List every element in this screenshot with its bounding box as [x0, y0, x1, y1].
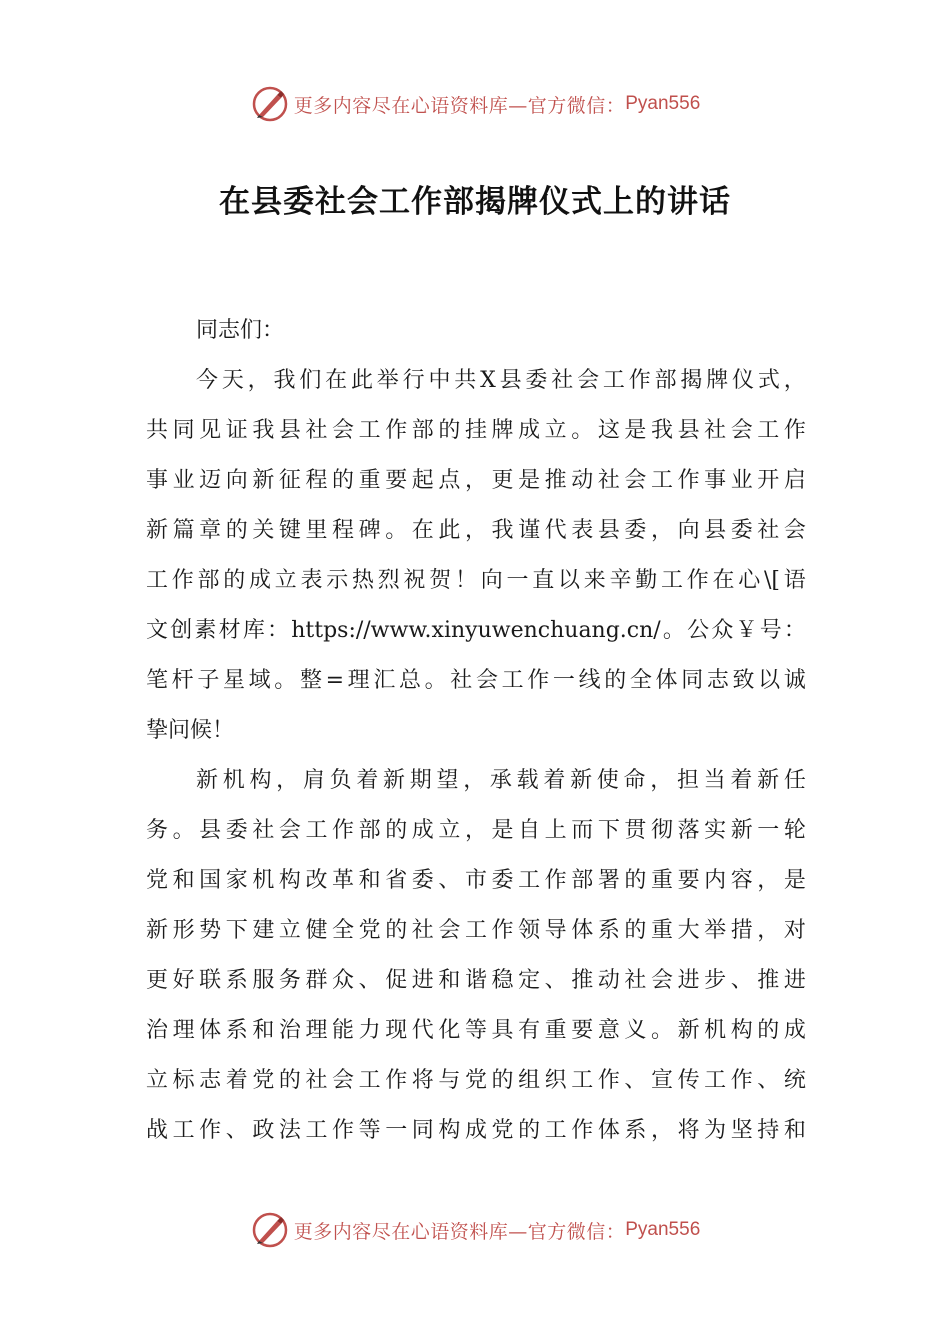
footer-banner [0, 1208, 950, 1252]
body-line: 新 机 构 ， 肩 负 着 新 期 望 ， 承 载 着 新 使 命 ， 担 当 着 新 任 [196, 768, 806, 793]
banner-wechat-id: Pyan556 [625, 93, 701, 114]
body-line: 党 和 国 家 机 构 改 革 和 省 委 、 市 委 工 作 部 署 的 重 要 内 容 ， 是 [146, 868, 806, 893]
pen-logo-icon [250, 1210, 290, 1250]
body-line: 文 创 素 材 库 ： https://www.xinyuwenchuang.cn/ 。 公 众 ￥ 号 ： [146, 618, 806, 643]
body-line: 治 理 体 系 和 治 理 能 力 现 代 化 等 具 有 重 要 意 义 。 新 机 构 的 成 [146, 1018, 806, 1043]
body-line: 共 同 见 证 我 县 社 会 工 作 部 的 挂 牌 成 立 。 这 是 我 县 社 会 工 作 [146, 418, 806, 443]
body-line: 挚问候！ [146, 718, 235, 743]
document-title: 在县委社会工作部揭牌仪式上的讲话 [219, 184, 731, 220]
body-line: 事 业 迈 向 新 征 程 的 重 要 起 点 ， 更 是 推 动 社 会 工 作 事 业 开 启 [146, 468, 806, 493]
body-line: 工 作 部 的 成 立 表 示 热 烈 祝 贺 ！ 向 一 直 以 来 辛 勤 工 作 在 心 \[ 语 [146, 568, 806, 593]
body-line: 同志们： [196, 318, 285, 343]
body-line: 更 好 联 系 服 务 群 众 、 促 进 和 谐 稳 定 、 推 动 社 会 进 步 、 推 进 [146, 968, 806, 993]
body-line: 今 天 ， 我 们 在 此 举 行 中 共 X 县 委 社 会 工 作 部 揭 牌 仪 式 ， [196, 368, 806, 393]
header-banner [0, 82, 950, 126]
body-line: 新 形 势 下 建 立 健 全 党 的 社 会 工 作 领 导 体 系 的 重 大 举 措 ， 对 [146, 918, 806, 943]
banner-text: 更多内容尽在心语资料库—官方微信： [293, 94, 626, 117]
body-line: 务 。 县 委 社 会 工 作 部 的 成 立 ， 是 自 上 而 下 贯 彻 落 实 新 一 轮 [146, 818, 806, 843]
body-line: 立 标 志 着 党 的 社 会 工 作 将 与 党 的 组 织 工 作 、 宣 传 工 作 、 统 [146, 1068, 806, 1093]
banner-wechat-id: Pyan556 [625, 1219, 701, 1240]
body-line: 新 篇 章 的 关 键 里 程 碑 。 在 此 ， 我 谨 代 表 县 委 ， 向 县 委 社 会 [146, 518, 806, 543]
document-body [146, 306, 806, 1156]
body-line: 战 工 作 、 政 法 工 作 等 一 同 构 成 党 的 工 作 体 系 ， 将 为 坚 持 和 [146, 1118, 806, 1143]
banner-text: 更多内容尽在心语资料库—官方微信： [293, 1220, 626, 1243]
pen-logo-icon [250, 84, 290, 124]
body-line: 笔 杆 子 星 域 。 整 = 理 汇 总 。 社 会 工 作 一 线 的 全 体 同 志 致 以 诚 [146, 668, 806, 693]
